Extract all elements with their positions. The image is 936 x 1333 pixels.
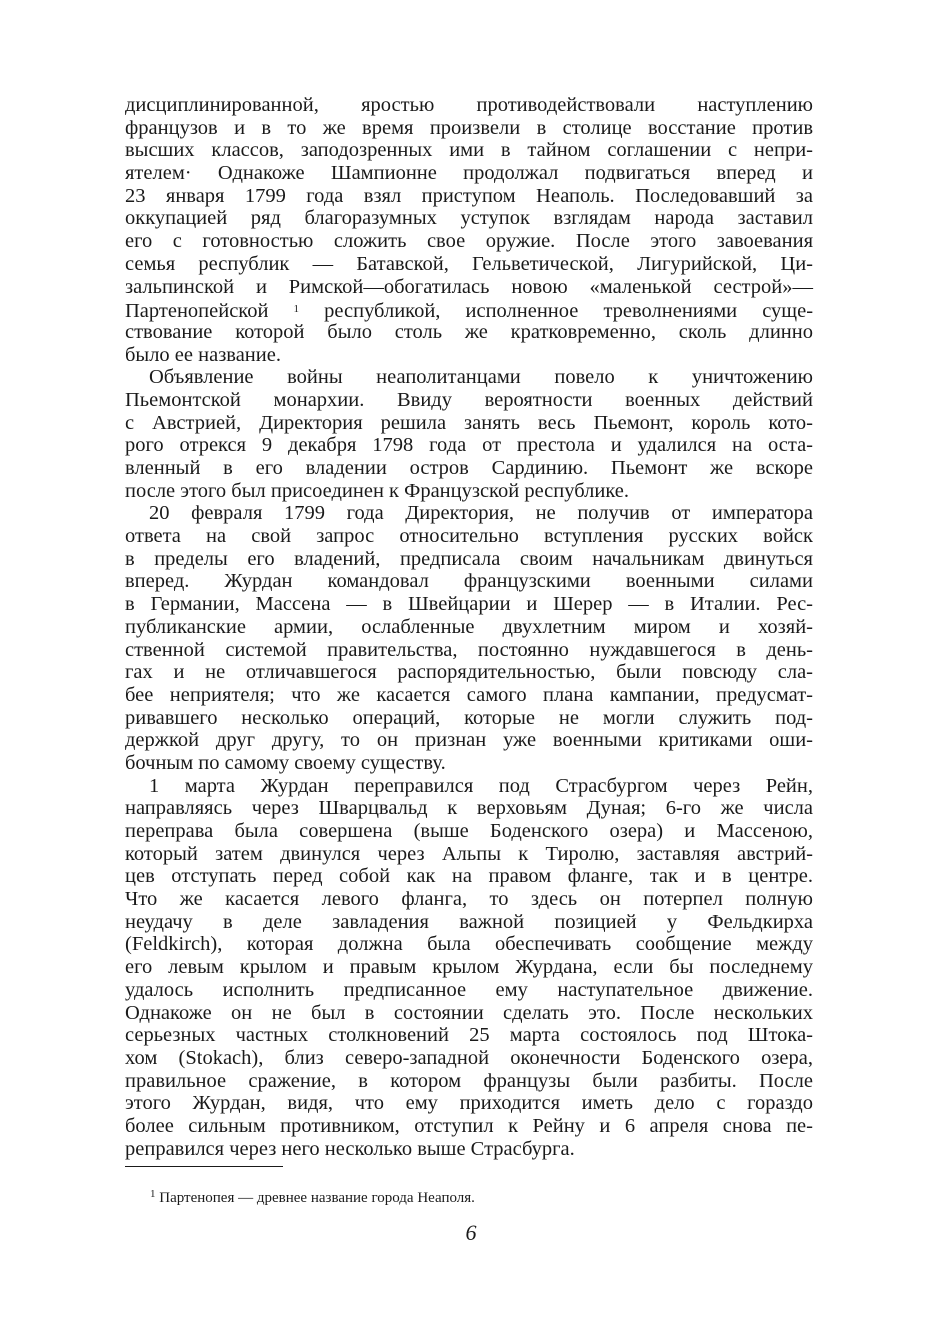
text-line: в пределы его владений, предписала своим начальникам двинуться xyxy=(125,547,813,570)
text-line: Однакоже он не был в состоянии сделать это. После нескольких xyxy=(125,1001,813,1024)
text-line: неудачу в деле завладения важной позицией у Фельдкирха xyxy=(125,910,813,933)
text-line: этого Журдан, видя, что ему приходится иметь дело с гораздо xyxy=(125,1092,813,1115)
footnote xyxy=(150,1184,475,1208)
text-line: гах и не отличавшегося распорядительностью, были повсюду сла- xyxy=(125,661,813,684)
text-line: вленный в его владении остров Сардинию. Пьемонт же вскоре xyxy=(125,457,813,479)
text-line: более сильным противником, отступил к Рейну и 6 апреля снова пе- xyxy=(125,1114,813,1137)
text-line: зальпинской и Римской—обогатилась новою «маленькой сестрой»— xyxy=(125,275,813,298)
text-line: ятелем· Однакоже Шампионне продолжал подвигаться вперед и xyxy=(125,162,813,185)
text-line: в Германии, Массена — в Швейцарии и Шерер — в Италии. Рес- xyxy=(125,593,813,616)
text-line: высших классов, заподозренных ими в тайном соглашении с непри- xyxy=(125,139,813,162)
text-line: после этого был присоединен к Французской республике. xyxy=(125,479,630,502)
text-line: цев отступать перед собой как на правом фланге, так и в центре. xyxy=(125,865,813,888)
text-line: семья республик — Батавской, Гельветической, Лигурийской, Ци- xyxy=(125,252,813,275)
text-line: с Австрией, Директория решила занять весь Пьемонт, король кото- xyxy=(125,411,813,434)
text-line: было ее название. xyxy=(125,343,281,366)
footnote-text: Партенопея — древнее название города Неаполя. xyxy=(159,1190,475,1206)
text-line: 20 февраля 1799 года Директория, не получив от императора xyxy=(149,502,813,525)
text-line: бее неприятеля; что же касается самого плана кампании, предусмат- xyxy=(125,683,813,706)
footnote-ref-word: Партенопейской xyxy=(125,300,269,323)
footnote-marker: 1 xyxy=(150,1188,156,1200)
text-line: вперед. Журдан командовал французскими военными силами xyxy=(125,570,813,593)
footnote-ref-marker[interactable]: 1 xyxy=(293,303,300,316)
footnote-ref-rest: республикой, исполненное треволнениями суще- xyxy=(324,300,814,323)
text-line: его левым крылом и правым крылом Журдана, если бы последнему xyxy=(125,956,813,979)
text-line: хом (Stokach), близ северо-западной оконечности Боденского озера, xyxy=(125,1046,813,1069)
text-line: дисциплинированной, яростью противодействовали наступлению xyxy=(125,94,813,116)
text-line: реправился через него несколько выше Страсбурга. xyxy=(125,1137,575,1160)
text-line: публиканские армии, ослабленные двухлетним миром и хозяй- xyxy=(125,615,813,638)
text-line: правильное сражение, в котором французы были разбиты. После xyxy=(125,1069,813,1092)
main-text xyxy=(125,94,813,1160)
text-line: Пьемонтской монархии. Ввиду вероятности военных действий xyxy=(125,388,813,411)
text-line: оккупацией ряд благоразумных уступок взглядам народа заставил xyxy=(125,207,813,230)
footnote-divider xyxy=(125,1166,283,1167)
text-line: ответа на свой запрос относительно вступления русских войск xyxy=(125,525,813,548)
text-line: (Feldkirch), которая должна была обеспечивать сообщение между xyxy=(125,933,813,956)
text-line: ствование которой было столь же кратковременно, сколь длинно xyxy=(125,320,813,343)
text-line: направляясь через Шварцвальд к верховьям Дуная; 6-го же числа xyxy=(125,797,813,820)
text-line: ривавшего несколько операций, которые не могли служить под- xyxy=(125,706,813,729)
text-line: Объявление войны неаполитанцами повело к уничтожению xyxy=(149,366,813,389)
text-line: который затем двинулся через Альпы к Тиролю, заставляя австрий- xyxy=(125,842,813,865)
page-number: 6 xyxy=(465,1220,477,1245)
text-line: серьезных частных столкновений 25 марта состоялось под Штока- xyxy=(125,1024,813,1047)
text-line: 1 марта Журдан переправился под Страсбургом через Рейн, xyxy=(149,774,813,797)
text-line: французов и в то же время произвели в столице восстание против xyxy=(125,116,813,139)
text-line: бочным по самому своему существу. xyxy=(125,751,446,774)
text-line: переправа была совершена (выше Боденского озера) и Массеною, xyxy=(125,820,813,842)
text-line-with-footnote-ref xyxy=(125,298,813,321)
text-line: ственной системой правительства, постоянно нуждавшегося в день- xyxy=(125,638,813,661)
text-line: Что же касается левого фланга, то здесь он потерпел полную xyxy=(125,888,813,911)
text-line: держкой друг другу, то он признан уже военными критиками оши- xyxy=(125,729,813,752)
text-line: удалось исполнить предписанное ему наступательное движение. xyxy=(125,978,813,1001)
text-line: рого отрекся 9 декабря 1798 года от престола и удалился на оста- xyxy=(125,434,813,457)
text-line: 23 января 1799 года взял приступом Неаполь. Последовавший за xyxy=(125,184,813,207)
text-line: его с готовностью сложить свое оружие. После этого завоевания xyxy=(125,230,813,253)
